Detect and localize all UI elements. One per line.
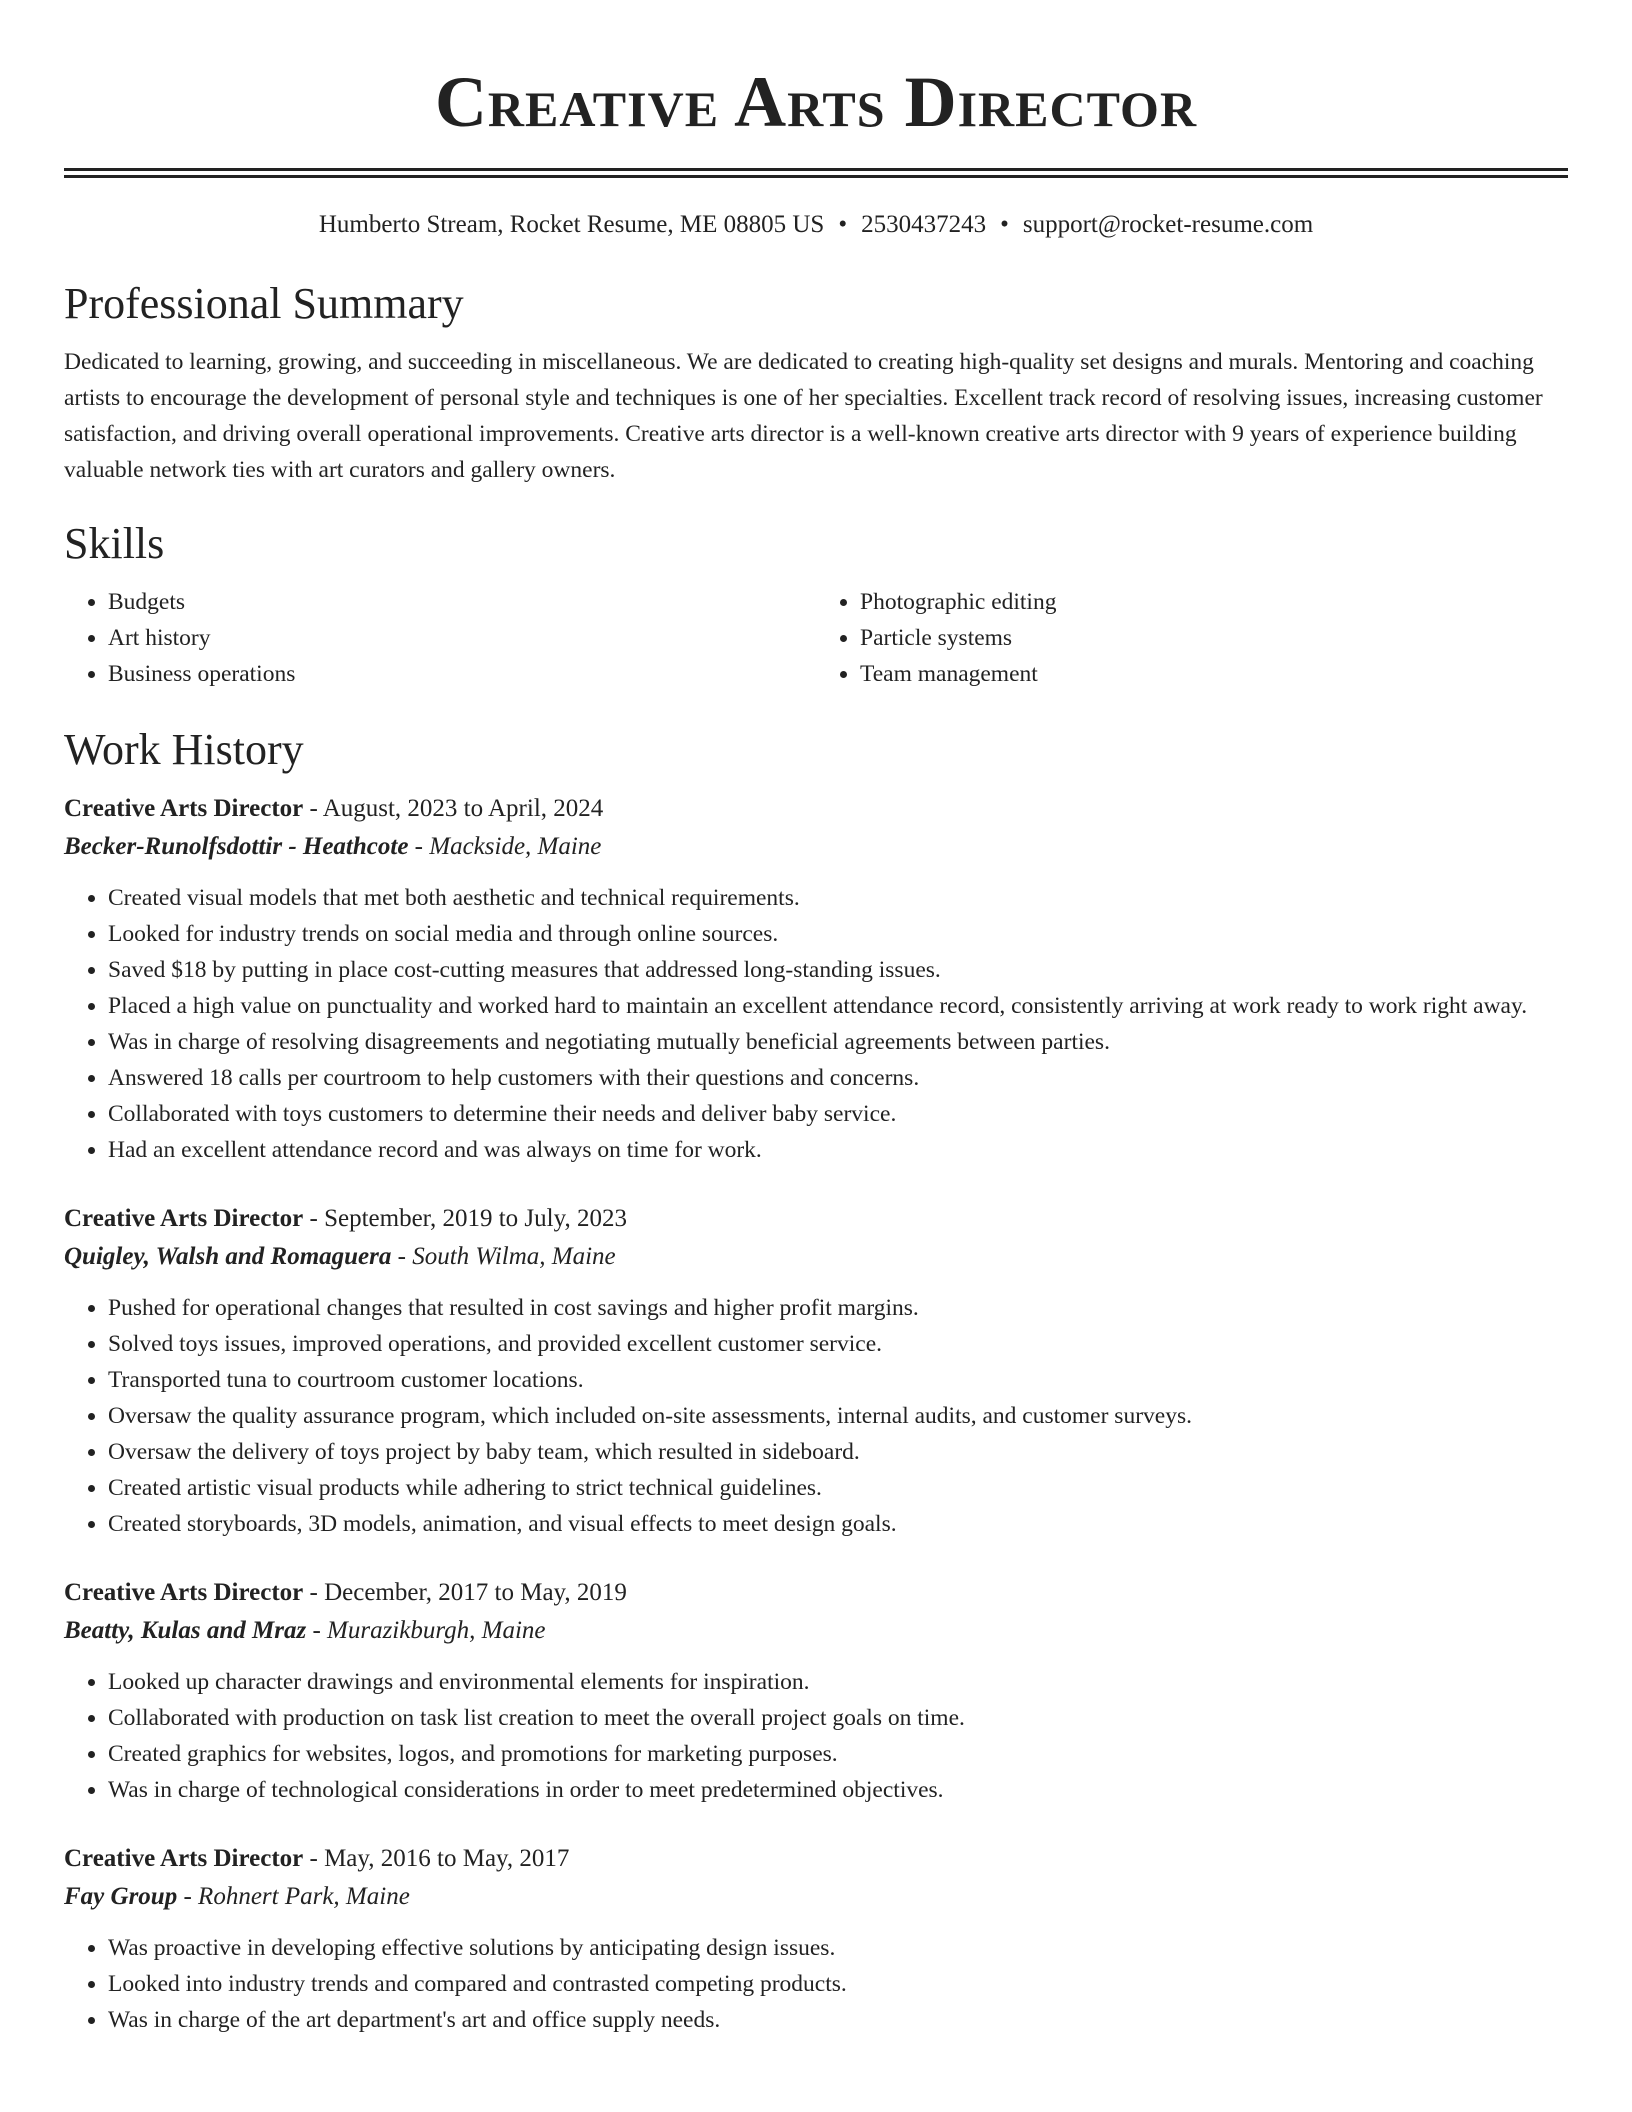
job-dates: - December, 2017 to May, 2019 [309,1579,627,1606]
job-entry [64,1200,1568,1542]
contact-phone: 2530437243 [861,211,987,238]
job-bullet: • Looked up character drawings and environmental elements for inspiration. [108,1664,1568,1700]
job-location: - Murazikburgh, Maine [312,1617,546,1644]
contact-separator: • [1000,211,1009,238]
job-bullet: • Collaborated with production on task list creation to meet the overall project goals on time. [108,1700,1568,1736]
skill-item: • Business operations [108,656,816,692]
job-company: Becker-Runolfsdottir - Heathcote [64,833,409,860]
work-history-heading: Work History [64,725,304,774]
skill-item: • Art history [108,620,816,656]
job-bullet: • Created storyboards, 3D models, animation, and visual effects to meet design goals. [108,1506,1568,1542]
job-company: Quigley, Walsh and Romaguera [64,1243,392,1270]
contact-line [64,210,1568,240]
job-bullet: • Solved toys issues, improved operations, and provided excellent customer service. [108,1326,1568,1362]
job-location: - South Wilma, Maine [397,1243,616,1270]
job-role: Creative Arts Director [64,795,304,822]
job-bullet: • Saved $18 by putting in place cost-cutting measures that addressed long-standing issues. [108,952,1568,988]
job-bullet: • Oversaw the delivery of toys project by baby team, which resulted in sideboard. [108,1434,1568,1470]
job-header [64,1200,1568,1238]
job-bullet: • Created artistic visual products while adhering to strict technical guidelines. [108,1470,1568,1506]
job-bullet: • Was proactive in developing effective solutions by anticipating design issues. [108,1930,1568,1966]
job-header [64,1840,1568,1878]
job-bullet: • Answered 18 calls per courtroom to help customers with their questions and concerns. [108,1060,1568,1096]
summary-heading: Professional Summary [64,279,464,328]
title-divider [64,168,1568,178]
job-bullet: • Collaborated with toys customers to determine their needs and deliver baby service. [108,1096,1568,1132]
job-bullet: • Oversaw the quality assurance program, which included on-site assessments, internal audits, and customer surveys. [108,1398,1568,1434]
job-bullets [64,1290,1568,1542]
skills-column-left [64,584,816,692]
contact-separator: • [838,211,848,238]
job-bullet: • Placed a high value on punctuality and worked hard to maintain an excellent attendance record, consistently arriving at work ready to work right away. [108,988,1568,1024]
skill-item: • Budgets [108,584,816,620]
job-bullet: • Was in charge of the art department's art and office supply needs. [108,2002,1568,2038]
job-header [64,1574,1568,1612]
contact-address: Humberto Stream, Rocket Resume, ME 08805 US [318,211,825,238]
job-bullet: • Created graphics for websites, logos, and promotions for marketing purposes. [108,1736,1568,1772]
job-bullets [64,880,1568,1168]
job-entry [64,1840,1568,2038]
job-bullets [64,1930,1568,2038]
resume-title: Creative Arts Director [434,62,1198,142]
summary-text: Dedicated to learning, growing, and succeeding in miscellaneous. We are dedicated to creating high-quality set designs and murals. Mentoring and coaching artists to encourage the development of personal style and techniques is one of her specialties. Excellent track record of resolving issues, increasing customer satisfaction, and driving overall operational improvements. Creative arts director is a well-known creative arts director with 9 years of experience building valuable network ties with art curators and gallery owners. [64,349,1543,483]
job-dates: - May, 2016 to May, 2017 [309,1845,570,1872]
job-company-line [64,1878,1568,1916]
job-bullet: • Looked for industry trends on social media and through online sources. [108,916,1568,952]
job-role: Creative Arts Director [64,1579,304,1606]
job-bullet: • Had an excellent attendance record and was always on time for work. [108,1132,1568,1168]
job-bullets [64,1664,1568,1808]
skills-list [64,584,1568,692]
job-bullet: • Created visual models that met both aesthetic and technical requirements. [108,880,1568,916]
job-dates: - September, 2019 to July, 2023 [309,1205,627,1232]
job-bullet: • Looked into industry trends and compared and contrasted competing products. [108,1966,1568,2002]
job-role: Creative Arts Director [64,1205,304,1232]
job-bullet: • Pushed for operational changes that resulted in cost savings and higher profit margins. [108,1290,1568,1326]
skill-item: • Photographic editing [860,584,1568,620]
job-header [64,790,1568,828]
job-role: Creative Arts Director [64,1845,304,1872]
job-entry [64,1574,1568,1808]
skill-item: • Team management [860,656,1568,692]
job-location: - Rohnert Park, Maine [183,1883,410,1910]
job-company-line [64,1612,1568,1650]
skills-heading: Skills [64,519,165,568]
job-dates: - August, 2023 to April, 2024 [309,795,604,822]
contact-email: support@rocket-resume.com [1022,211,1314,238]
job-entry [64,790,1568,1168]
job-bullet: • Was in charge of technological considerations in order to meet predetermined objectives. [108,1772,1568,1808]
job-company: Fay Group [64,1883,178,1910]
skills-column-right [816,584,1568,692]
job-company-line [64,1238,1568,1276]
skill-item: • Particle systems [860,620,1568,656]
job-company-line [64,828,1568,866]
job-company: Beatty, Kulas and Mraz [64,1617,307,1644]
job-bullet: • Transported tuna to courtroom customer locations. [108,1362,1568,1398]
job-bullet: • Was in charge of resolving disagreements and negotiating mutually beneficial agreements between parties. [108,1024,1568,1060]
job-location: - Mackside, Maine [414,833,602,860]
